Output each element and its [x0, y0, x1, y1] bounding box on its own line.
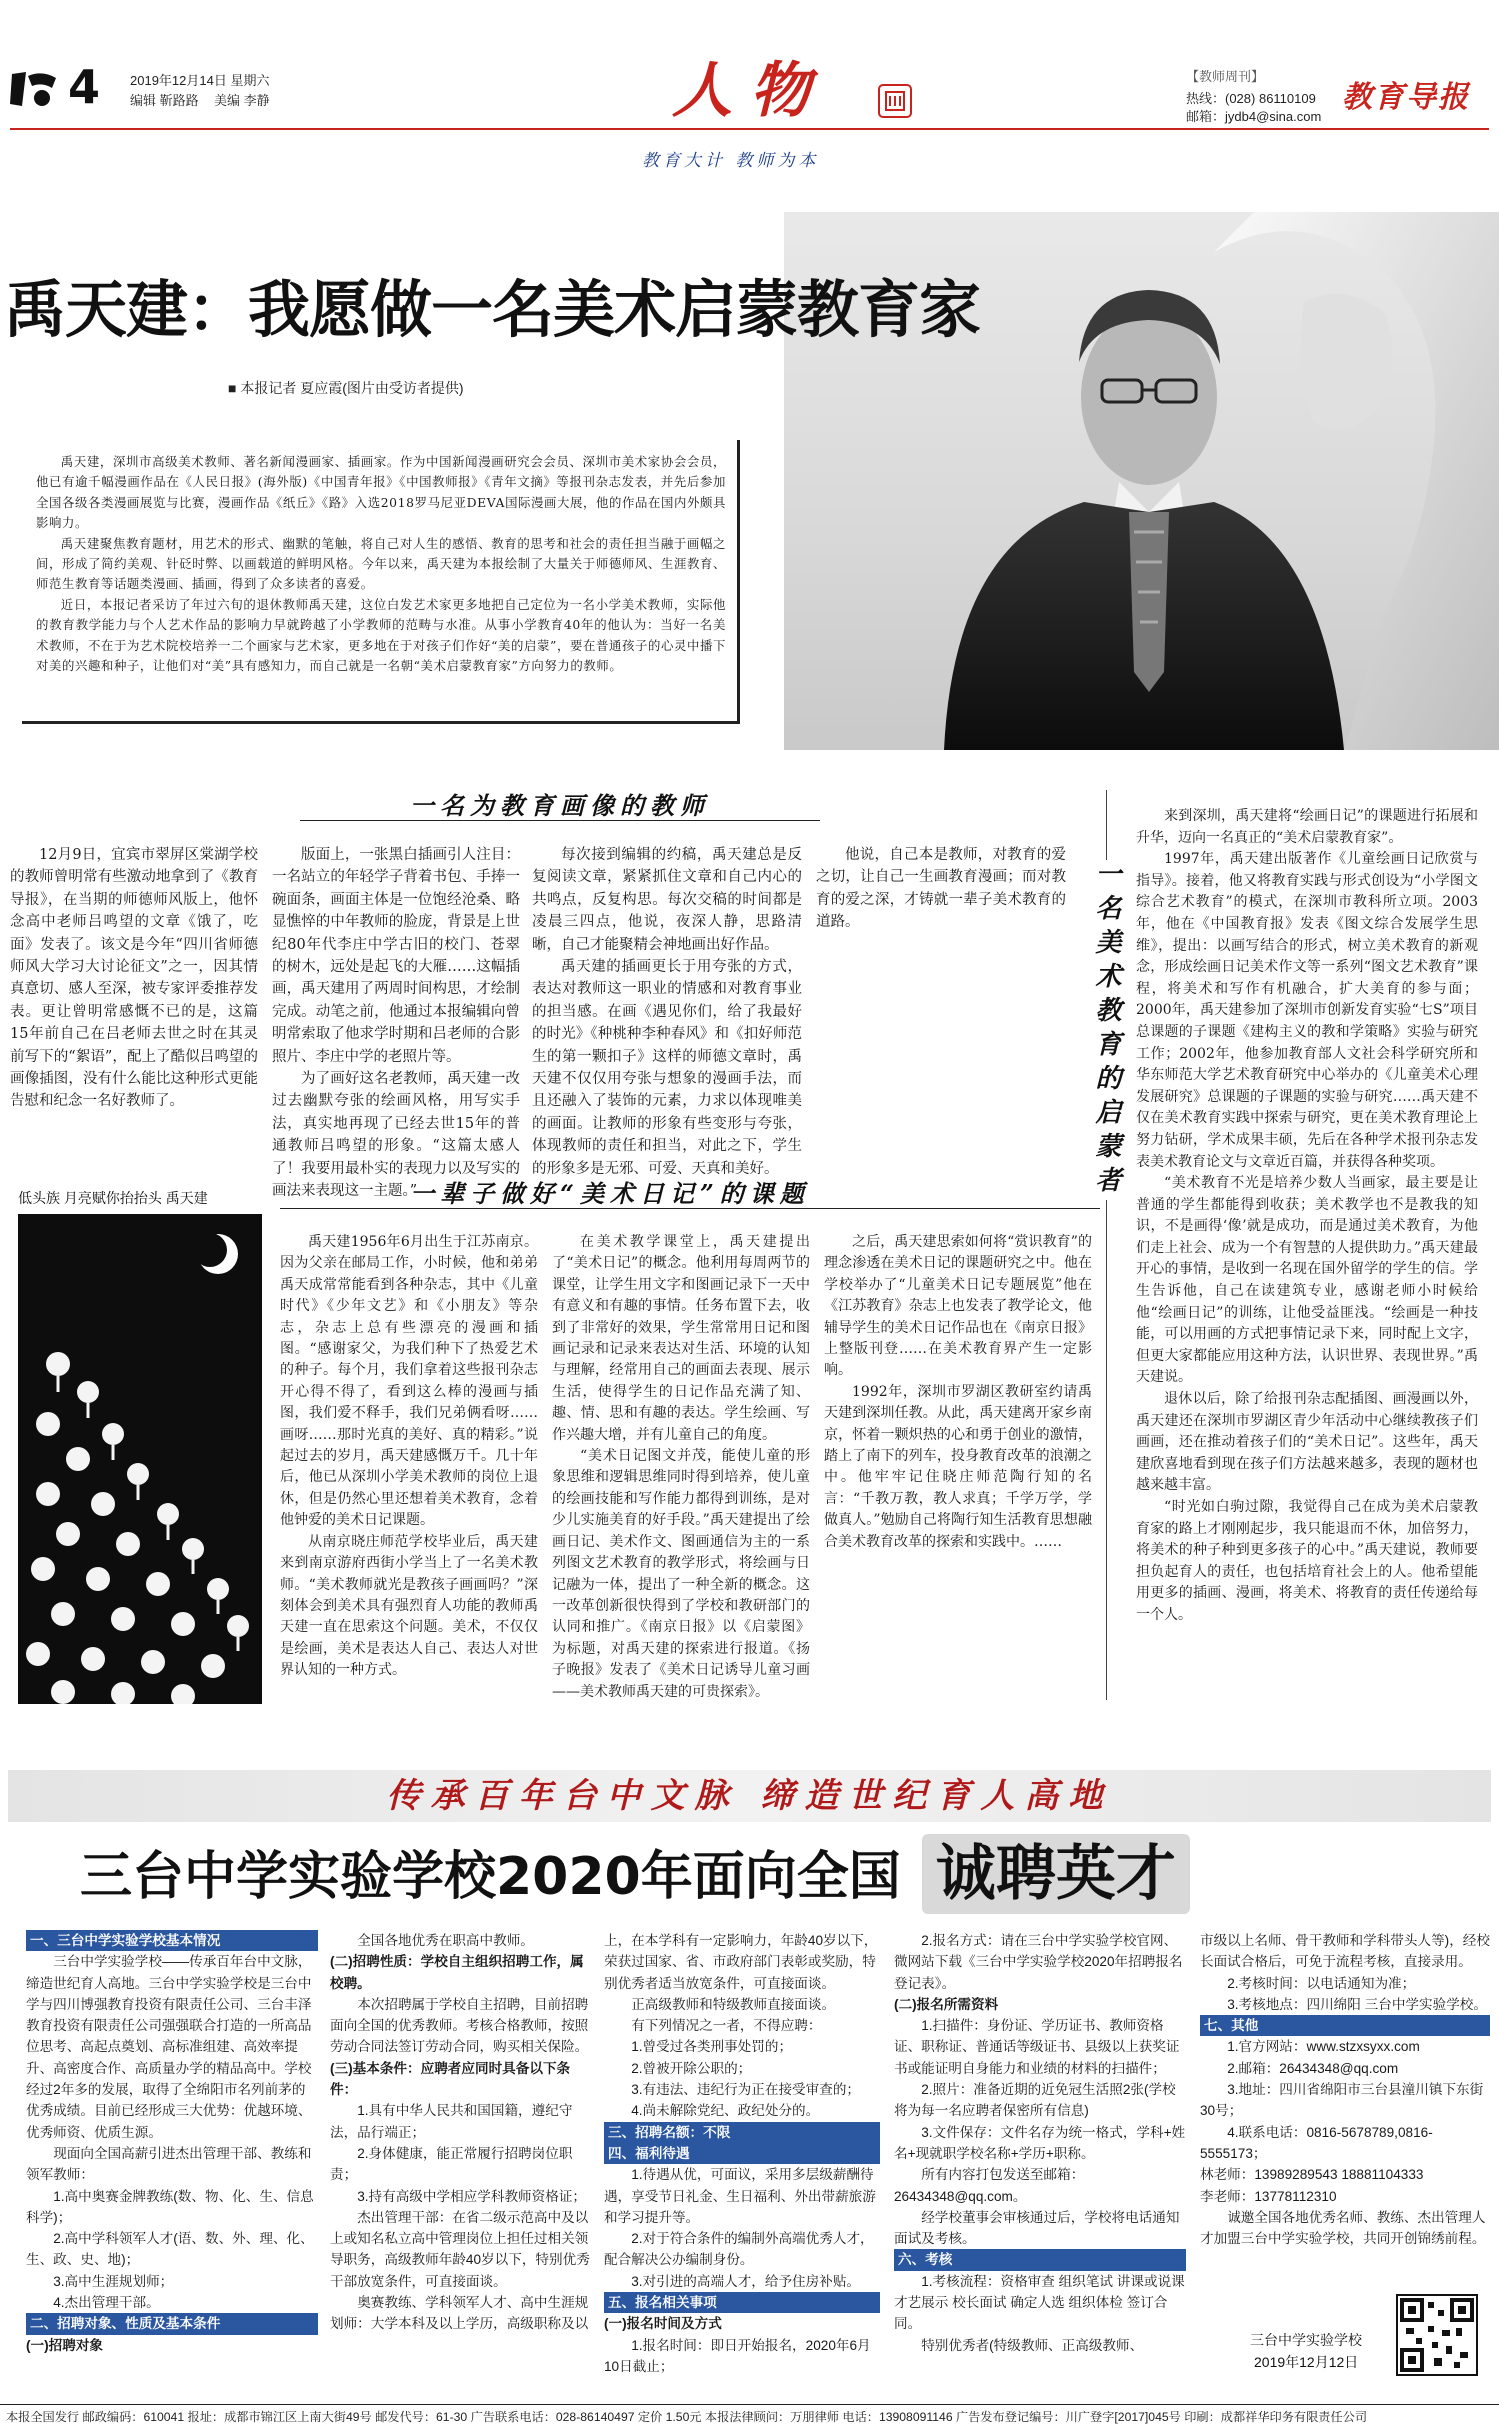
body-paragraph: 禹天建1956年6月出生于江苏南京。因为父亲在邮局工作，小时候，他和弟弟禹天成常常能看到各种杂志，其中《儿童时代》《少年文艺》和《小朋友》等杂志，杂志上总有些漂亮的漫画和插图。“感谢家父，为我们种下了热爱艺术的种子。每个月，我们拿着这些报刊杂志开心得不得了，看到这么棒的漫画与插图，我们爱不释手，我们兄弟俩看呀……画呀……那时光真的美好、真的精彩。”说起过去的岁月，禹天建感慨万千。几十年后，他已从深圳小学美术教师的岗位上退休，但是仍然心里还想着美术教育，念着他钟爱的美术日记课题。	[280, 1234, 538, 1529]
ad-heading: 四、福利待遇	[604, 2143, 880, 2164]
ad-subheading: (一)招聘对象	[26, 2337, 104, 2353]
recruitment-ad	[0, 1756, 1499, 2404]
ad-text: 1.高中奥赛金牌教练(数、物、化、生、信息科学)；	[26, 2188, 314, 2225]
body-paragraph: 来到深圳，禹天建将“绘画日记”的课题进行拓展和升华，迈向一名真正的“美术启蒙教育家”。	[1136, 808, 1478, 846]
ad-text: 1.曾受过各类刑事处罚的；	[631, 2039, 793, 2055]
body-column-mid-2	[552, 1232, 810, 1703]
intro-paragraph: 近日，本报记者采访了年过六旬的退休教师禹天建，这位白发艺术家更多地把自己定位为一名小学美术教师，实际他的教育教学能力与个人艺术作品的影响力早就跨越了小学教师的范畴与水准。从事小学教育40年的他认为：当好一名美术教师，不在于为艺术院校培养一二个画家与艺术家，更多地在于对孩子们作好“美的启蒙”，要在普通孩子的心灵中播下对美的兴趣和种子，让他们对“美”具有感知力，而自己就是一名朝“美术启蒙教育家”方向努力的教师。	[36, 596, 726, 674]
ad-text: 1.报名时间：即日开始报名，2020年6月10日截止；	[604, 2337, 871, 2374]
ad-heading: 二、招聘对象、性质及基本条件	[26, 2313, 318, 2334]
ad-text: 4.杰出管理干部。	[53, 2295, 160, 2311]
ad-text: 2.曾被开除公职的；	[631, 2060, 752, 2076]
qr-code-icon	[1396, 2294, 1478, 2376]
ad-text: 2.报名方式：请在三台中学实验学校官网、微网站下载《三台中学实验学校2020年招聘报名登记表》。	[894, 1933, 1183, 1991]
intro-box	[22, 440, 740, 724]
ad-text: 3.地址：四川省绵阳市三台县潼川镇下东街30号；	[1200, 2082, 1484, 2119]
ad-text: 3.考核地点：四川绵阳 三台中学实验学校。	[1227, 1996, 1487, 2012]
ad-text: 正高级教师和特级教师直接面谈。	[631, 1996, 836, 2012]
ad-text: 有下列情况之一者，不得应聘：	[631, 2018, 822, 2034]
ad-heading: 五、报名相关事项	[604, 2292, 880, 2313]
ad-text: 1.待遇从优，可面议，采用多层级薪酬待遇，享受节日礼金、生日福利、外出带薪旅游和学习提升等。	[604, 2167, 876, 2225]
ad-text: 上，在本学科有一定影响力，年龄40岁以下，荣获过国家、省、市政府部门表彰或奖励，特别优秀者适当放宽条件，可直接面谈。	[604, 1933, 878, 1991]
ad-text: 杰出管理干部：在省二级示范高中及以上或知名私立高中管理岗位上担任过相关领导职务，高级教师年龄40岁以下，特别优秀干部放宽条件，可直接面谈。	[330, 2209, 590, 2289]
ad-text: 全国各地优秀在职高中教师。	[357, 1933, 534, 1948]
ad-column-2	[330, 1930, 590, 2335]
body-paragraph: 版面上，一张黑白插画引人注目：一名站立的年轻学子背着书包、手捧一碗面条，画面主体是一位饱经沧桑、略显憔悴的中年教师的脸庞，背景是上世纪80年代李庄中学古旧的校门、苍翠的树木，远处是起飞的大雁……这幅插画，禹天建用了两周时间构思，才绘制完成。动笔之前，他通过本报编辑向曾明常索取了他求学时期和吕老师的合影照片、李庄中学的老照片等。	[272, 847, 520, 1065]
ad-subheading: (一)报名时间及方式	[604, 2316, 722, 2332]
body-column-1	[10, 844, 258, 1113]
body-paragraph: 12月9日，宜宾市翠屏区棠湖学校的教师曾明常有些激动地拿到了《教育导报》，在当期的师德师风版上，他怀念高中老师吕鸣望的文章《饿了，吃面》发表了。该文是今年“四川省师德师风大学习大讨论征文”之一，因其情真意切、感人至深，被专家评委推荐发表。更让曾明常感慨不已的是，这篇15年前自己在吕老师去世之时在其灵前写下的“絮语”，配上了酷似吕鸣望的画像插图，没有什么能比这种形式更能告慰和纪念一名好教师了。	[10, 847, 258, 1110]
editor-credit: 编辑 靳路路	[130, 93, 199, 108]
body-paragraph: “美术教育不光是培养少数人当画家，最主要是让普通的学生都能得到收获；美术教学也不是教我的知识，不是画得‘像’就是成功，而是通过美术教育，为他们走上社会、成为一个有智慧的人提供助力。”禹天建最开心的事情，是收到一名现在国外留学的学生的信。学生告诉他，自己在读建筑专业，感谢老师小时候给他“绘画日记”的训练，让他受益匪浅。“绘画是一种技能，可以用画的方式把事情记录下来，同时配上文字，但更大家都能应用这种方法，认识世界、表现世界。”禹天建说。	[1136, 1175, 1478, 1386]
ad-text: 4.尚未解除党纪、政纪处分的。	[631, 2103, 820, 2119]
ad-text: 3.持有高级中学相应学科教师资格证；	[357, 2188, 587, 2204]
ad-banner	[8, 1770, 1491, 1822]
footer-info: 本报全国发行 邮政编码：610041 报址：成都市锦江区上南大街49号 邮发代号：61-30 广告联系电话：028-86140497 定价 1.50元 本报法律顾问：万朋律师 电话：13908091146 广告发布登记编号：川广登字[2017]045号 印刷：成都祥华印务有限责任公司	[6, 2410, 1368, 2424]
ad-text: 本次招聘属于学校自主招聘，目前招聘面向全国的优秀教师。考核合格教师，按照劳动合同法签订劳动合同，购买相关保险。	[330, 1996, 589, 2055]
ad-text: 3.文件保存：文件名存为统一格式，学科+姓名+现就职学校名称+学历+职称。	[894, 2124, 1186, 2161]
header-rule	[10, 128, 1489, 130]
ad-text: 2.照片：准备近期的近免冠生活照2张(学校将为每一名应聘者保密所有信息)	[894, 2082, 1176, 2119]
ad-text: 2.邮箱：26434348@qq.com	[1227, 2060, 1399, 2076]
body-paragraph: 每次接到编辑的约稿，禹天建总是反复阅读文章，紧紧抓住文章和自己内心的共鸣点，反复构思。每次交稿的时间都是凌晨三四点，他说，夜深人静，思路清晰，自己才能聚精会神地画出好作品。	[532, 847, 802, 953]
ad-text: 特别优秀者(特级教师、正高级教师、	[921, 2337, 1144, 2353]
hotline: 热线：(028) 86110109	[1186, 91, 1316, 106]
ad-column-1	[26, 1930, 318, 2356]
column-name: 【教师周刊】	[1186, 69, 1265, 84]
cartoon-illustration	[18, 1214, 262, 1704]
paper-name: 教育导报	[1342, 80, 1470, 115]
body-paragraph: 之后，禹天建思索如何将“赏识教育”的理念渗透在美术日记的课题研究之中。他在学校举办了“儿童美术日记专题展览”他在《江苏教育》杂志上也发表了教学论文，他辅导学生的美术日记作品也在《南京日报》上整版刊登……在美术教育界产生一定影响。	[824, 1234, 1092, 1379]
subhead-teacher-portrait: 一名为教育画像的教师	[410, 791, 710, 820]
subhead-rule	[280, 1208, 1100, 1209]
intro-paragraph: 禹天建聚焦教育题材，用艺术的形式、幽默的笔触，将自己对人生的感悟、教育的思考和社会的责任担当融于画幅之间，形成了简约美观、针砭时弊、以画载道的鲜明风格。今年以来，禹天建为本报绘制了大量关于师德师风、生涯教育、师范生教育等话题类漫画、插画，得到了众多读者的喜爱。	[36, 535, 726, 592]
body-column-mid-1	[280, 1232, 538, 1682]
paper-logo-icon	[8, 68, 60, 110]
body-column-2	[272, 844, 520, 1203]
ad-text: 经学校董事会审核通过后，学校将电话通知面试及考核。	[894, 2209, 1180, 2247]
body-column-4	[816, 844, 1066, 934]
ad-subheading: (三)基本条件：应聘者应同时具备以下条件：	[330, 2060, 571, 2098]
body-paragraph: 他说，自己本是教师，对教育的爱之切，让自己一生画教育漫画；而对教育的爱之深，才铸就一辈子美术教育的道路。	[816, 847, 1066, 931]
ad-text: 诚邀全国各地优秀名师、教练、杰出管理人才加盟三台中学实验学校，共同开创锦绣前程。	[1200, 2209, 1486, 2247]
ad-text: 2.对于符合条件的编制外高端优秀人才，配合解决公办编制身份。	[604, 2231, 874, 2268]
body-paragraph: 从南京晓庄师范学校毕业后，禹天建来到南京游府西街小学当上了一名美术教师。“美术教师就光是教孩子画画吗？”深刻体会到美术具有强烈育人功能的教师禹天建一直在思索这个问题。美术，不仅仅是绘画，美术是表达人自己、表达人对世界认知的一种方式。	[280, 1533, 538, 1679]
intro-paragraph: 禹天建，深圳市高级美术教师、著名新闻漫画家、插画家。作为中国新闻漫画研究会会员、深圳市美术家协会会员，他已有逾千幅漫画作品在《人民日报》(海外版)《中国青年报》《中国教师报》《青年文摘》等报刊杂志发表，并先后参加全国各级各类漫画展览与比赛，漫画作品《纸丘》《路》入选2018罗马尼亚DEVA国际漫画大展，他的作品在国内外颇具影响力。	[36, 454, 726, 531]
ad-text: 3.高中生涯规划师；	[53, 2273, 174, 2289]
cartoon-title: 低头族 月亮赋你抬抬头 禹天建	[18, 1190, 208, 1206]
ad-text: 市级以上名师、骨干教师和学科带头人等)，经校长面试合格后，可免于流程考核，直接录用。	[1200, 1933, 1490, 1970]
article-headline: 禹天建：我愿做一名美术启蒙教育家	[4, 273, 981, 346]
body-paragraph: 为了画好这名老教师，禹天建一改过去幽默夸张的绘画风格，用写实手法，真实地再现了已经去世15年的普通教师吕鸣望的形象。“这篇太感人了！我要用最朴实的表现力以及写实的画法来表现这一主题。”	[272, 1071, 520, 1200]
ad-column-3	[604, 1930, 880, 2377]
ad-text: 现面向全国高薪引进杰出管理干部、教练和领军教师：	[26, 2145, 312, 2183]
body-paragraph: “时光如白驹过隙，我觉得自己在成为美术启蒙教育家的路上才刚刚起步，我只能退而不休，加倍努力，将美术的种子种到更多孩子的心中。”禹天建说，教师要担负起育人的责任，也包括培育社会上的人。他希望能用更多的插画、漫画，将美术、将教育的责任传递给每一个人。	[1136, 1499, 1478, 1623]
article-byline: ■ 本报记者 夏应霞(图片由受访者提供)	[228, 380, 464, 396]
subhead-enlightener: 一名美术教育的启蒙者	[1086, 860, 1126, 1200]
ad-text: 1.扫描件：身份证、学历证书、教师资格证、职称证、普通话等级证书、县级以上获奖证书或能证明自身能力和业绩的材料的扫描件；	[894, 2018, 1180, 2076]
footer-rule	[0, 2404, 1499, 2405]
subhead-rule	[300, 820, 820, 821]
ad-banner-text: 传承百年台中文脉 缔造世纪育人高地	[386, 1776, 1113, 1816]
ad-subheading: (二)招聘性质：学校自主组织招聘工作，属校聘。	[330, 1954, 584, 1991]
section-slogan: 教育大计 教师为本	[642, 151, 820, 171]
body-paragraph: 禹天建的插画更长于用夸张的方式，表达对教师这一职业的情感和对教育事业的担当感。在画《遇见你们，给了我最好的时光》《种桃种李种春风》和《扣好师范生的第一颗扣子》这样的师德文章时，禹天建不仅仅用夸张与想象的漫画手法，而且还融入了装饰的元素，力求以体现唯美的画面。让教师的形象有些变形与夸张，体现教师的责任和担当，对此之下，学生的形象多是无邪、可爱、天真和美好。	[532, 959, 802, 1177]
ad-text: 1.具有中华人民共和国国籍，遵纪守法，品行端正；	[330, 2103, 573, 2140]
section-title: 人物	[672, 56, 828, 126]
body-paragraph: 1992年，深圳市罗湖区教研室约请禹天建到深圳任教。从此，禹天建离开家乡南京，怀着一颗炽热的心和勇于创业的激情，踏上了南下的列车，投身教育改革的浪潮之中。他牢牢记住晓庄师范陶行知的名言：“千教万教，教人求真；千学万学，学做真人。”勉励自己将陶行知生活教育思想融合美术教育改革的探索和实践中。……	[824, 1383, 1092, 1550]
body-paragraph: 退休以后，除了给报刊杂志配插图、画漫画以外，禹天建还在深圳市罗湖区青少年活动中心继续教孩子们画画，还在推动着孩子们的“美术日记”。这些年，禹天建欣喜地看到现在孩子们方法越来越多，表现的题材也越来越丰富。	[1136, 1391, 1478, 1494]
intro-text	[36, 452, 726, 676]
ad-signature-date: 2019年12月12日	[1254, 2354, 1359, 2370]
ad-heading: 一、三台中学实验学校基本情况	[26, 1930, 318, 1951]
email: 邮箱：jydb4@sina.com	[1186, 109, 1322, 124]
ad-text: 所有内容打包发送至邮箱：26434348@qq.com。	[894, 2167, 1085, 2204]
designer-credit: 美编 李静	[214, 93, 270, 108]
ad-column-5	[1200, 1930, 1490, 2249]
ad-subheading: (二)报名所需资料	[894, 1996, 999, 2012]
body-column-right	[1136, 806, 1478, 1627]
body-paragraph: 1997年，禹天建出版著作《儿童绘画日记欣赏与指导》。接着，他又将教育实践与形式创设为“小学图文综合艺术教育”的模式，在深圳市教科所立项。2003年，他在《中国教育报》发表《图文综合发展学生思维》，提出：以画写结合的形式，树立美术教育的新观念，形成绘画日记美术作文等一系列“图文艺术教育”课程，将美术和写作有机融合，扩大美育的参与面；2000年，禹天建参加了深圳市创新发育实验“七S”项目总课题的子课题《建构主义的教和学策略》实验与研究工作；2002年，他参加教育部人文社会科学研究所和华东师范大学艺术教育研究中心举办的《儿童美术心理发展研究》总课题的子课题的实验与研究……禹天建不仅在美术教育实践中探索与研究，更在美术教育理论上努力钻研，学术成果丰硕，先后在各种学术报刊杂志发表美术教育论文与文章近百篇，并获得各种奖项。	[1136, 851, 1478, 1170]
ad-title	[80, 1834, 1420, 1916]
body-paragraph: 在美术教学课堂上，禹天建提出了“美术日记”的概念。他利用每周两节的课堂，让学生用文字和图画记录下一天中有意义和有趣的事情。任务布置下去，收到了非常好的效果，学生常常用日记和图画记录和记录来表达对生活、环境的认知与理解，经常用自己的画面去表现、展示生活，使得学生的日记作品充满了知、趣、情、思和有趣的表达。学生绘画、写作兴趣大增，并有儿童自己的角度。	[552, 1234, 810, 1443]
ad-text: 1.考核流程：资格审查 组织笔试 讲课或说课 才艺展示 校长面试 确定人选 组织体检 签订合同。	[894, 2273, 1185, 2332]
ad-text: 1.官方网站：www.stzxsyxx.com	[1227, 2039, 1420, 2055]
body-column-3	[532, 844, 802, 1180]
ad-text: 3.对引进的高端人才，给予住房补贴。	[631, 2273, 861, 2289]
ad-text: 2.身体健康，能正常履行招聘岗位职责；	[330, 2145, 573, 2183]
ad-text: 4.联系电话：0816-5678789,0816-5555173；	[1200, 2124, 1433, 2161]
ad-text: 林老师：13989289543 18881104333	[1200, 2167, 1424, 2183]
ad-text: 三台中学实验学校——传承百年台中文脉，缔造世纪育人高地。三台中学实验学校是三台中学与四川博强教育投资有限责任公司、三台丰泽教育投资有限责任公司强强联合打造的一所高品位思考、高起点奠划、高标准组建、高效率提升、高密度合作、高质量办学的精品高中。学校经过2年多的发展，取得了全绵阳市名列前茅的优秀成绩。目前已经形成三大优势：优越环境、优秀师资、优质生源。	[26, 1954, 312, 2140]
ad-text: 奥赛教练、学科领军人才、高中生涯规划师：大学本科及以上学历，高级职称及以	[330, 2295, 589, 2332]
section-seal-icon	[878, 84, 912, 118]
ad-text: 2.高中学科领军人才(语、数、外、理、化、生、政、史、地)；	[26, 2231, 314, 2268]
ad-signature-school: 三台中学实验学校	[1250, 2332, 1362, 2348]
ad-text: 2.考核时间：以电话通知为准；	[1227, 1975, 1416, 1991]
ad-text: 3.有违法、违纪行为正在接受审查的；	[631, 2082, 861, 2098]
ad-heading: 六、考核	[894, 2249, 1186, 2270]
ad-column-4	[894, 1930, 1186, 2356]
page-number: 4	[68, 60, 101, 114]
issue-date: 2019年12月14日 星期六	[130, 73, 270, 88]
ad-title-emphasis: 诚聘英才	[922, 1834, 1190, 1914]
ad-text: 李老师：13778112310	[1200, 2188, 1337, 2204]
body-column-mid-3	[824, 1232, 1092, 1553]
body-paragraph: “美术日记图文并茂，能使儿童的形象思维和逻辑思维同时得到培养，使儿童的绘画技能和写作能力都得到训练，是对少儿实施美育的好手段。”禹天建提出了绘画日记、美术作文、图画通信为主的一系列图文艺术教育的教学形式，将绘画与日记融为一体，提出了一种全新的概念。这一改革创新很快得到了学校和教研部门的认同和推广。《南京日报》以《启蒙图》为标题，对禹天建的探索进行报道。《扬子晚报》发表了《美术日记诱导儿童习画——美术教师禹天建的可贵探索》。	[552, 1448, 810, 1700]
ad-title-main: 三台中学实验学校2020年面向全国	[80, 1847, 901, 1907]
ad-heading: 三、招聘名额：不限	[604, 2122, 880, 2143]
subhead-art-diary: 一辈子做好“美术日记”的课题	[410, 1179, 810, 1208]
page-header	[0, 0, 1499, 175]
ad-heading: 七、其他	[1200, 2015, 1490, 2036]
